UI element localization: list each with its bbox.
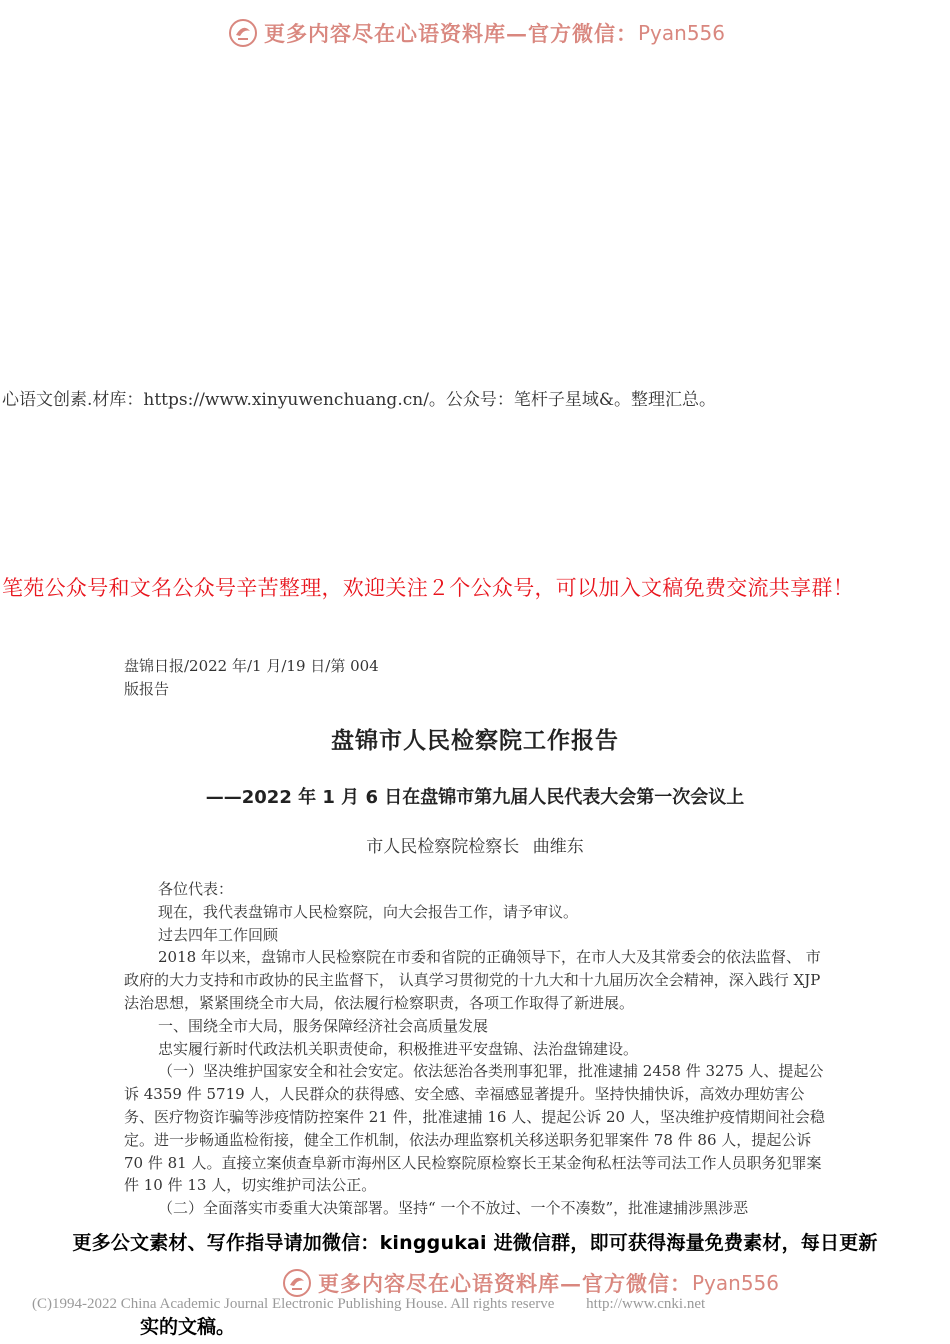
cutoff-text: 实的文稿。 [140,1316,236,1338]
promo-black-banner: 更多公文素材、写作指导请加微信：kinggukai 进微信群，即可获得海量免费素材，每日更新 [0,1224,950,1259]
watermark-text: 更多内容尽在心语资料库—官方微信： [318,1271,692,1296]
newspaper-line-1: 盘锦日报/2022 年/1 月/19 日/第 004 [124,657,379,675]
body-paragraph: 各位代表： [158,880,234,898]
watermark-wechat-id: Pyan556 [638,21,726,45]
watermark-logo-icon [282,1268,312,1298]
newspaper-line-2: 版报告 [124,680,170,698]
watermark-wechat-id: Pyan556 [692,1271,780,1295]
document-title: 盘锦市人民检察院工作报告 [331,728,619,754]
cnki-link[interactable]: http://www.cnki.net [586,1296,706,1312]
document-author: 市人民检察院检察长 曲维东 [366,837,584,857]
body-paragraph: 2018 年以来，盘锦市人民检察院在市委和省院的正确领导下，在市人大及其常委会的依法监督、 市政府的大力支持和市政协的民主监督下， 认真学习贯彻党的十九大和十九届历次全会精神，深入践行 XJP 法治思想，紧紧围绕全市大局，依法履行检察职责，各项工作取得了新进展。 [124,948,821,1012]
newspaper-source [124,655,379,701]
bottom-watermark [282,1268,779,1298]
body-paragraph: 一、围绕全市大局，服务保障经济社会高质量发展 [158,1016,489,1035]
top-watermark [228,18,725,48]
document-subtitle: ——2022 年 1 月 6 日在盘锦市第九届人民代表大会第一次会议上 [205,787,745,808]
body-paragraph: 过去四年工作回顾 [158,925,279,944]
copyright-text: (C)1994-2022 China Academic Journal Electronic Publishing House. All rights reserve [32,1296,555,1312]
source-line: 心语文创素.材库：https://www.xinyuwenchuang.cn/。公众号：笔杆子星域&。整理汇总。 [2,390,717,410]
promo-red-banner: 笔苑公众号和文名公众号辛苦整理，欢迎关注２个公众号，可以加入文稿免费交流共享群！ [2,576,854,600]
body-paragraph: （二）全面落实市委重大决策部署。坚持“ 一个不放过、一个不凑数”，批准逮捕涉黑涉恶 [158,1199,749,1218]
body-paragraph: 现在，我代表盘锦市人民检察院，向大会报告工作，请予审议。 [158,902,579,921]
document-body [124,878,834,1220]
watermark-text: 更多内容尽在心语资料库—官方微信： [264,21,638,46]
body-paragraph: 忠实履行新时代政法机关职责使命，积极推进平安盘锦、法治盘锦建设。 [158,1039,639,1058]
body-paragraph: （一）坚决维护国家安全和社会安定。依法惩治各类刑事犯罪，批准逮捕 2458 件 3275 人、提起公诉 4359 件 5719 人，人民群众的获得感、安全感、幸福感显著提升。坚持快捕快诉，高效办理妨害公务、医疗物资诈骗等涉疫情防控案件 21 件，批准逮捕 16 人、提起公诉 20 人，坚决维护疫情期间社会稳定。进一步畅通监检衔接，健全工作机制，依法办理监察机关移送职务犯罪案件 78 件 86 人，提起公诉 70 件 81 人。直接立案侦查阜新市海州区人民检察院原检察长王某金徇私枉法等司法工作人员职务犯罪案件 10 件 13 人，切实维护司法公正。 [124,1062,825,1195]
copyright-footer [32,1296,705,1313]
watermark-logo-icon [228,18,258,48]
